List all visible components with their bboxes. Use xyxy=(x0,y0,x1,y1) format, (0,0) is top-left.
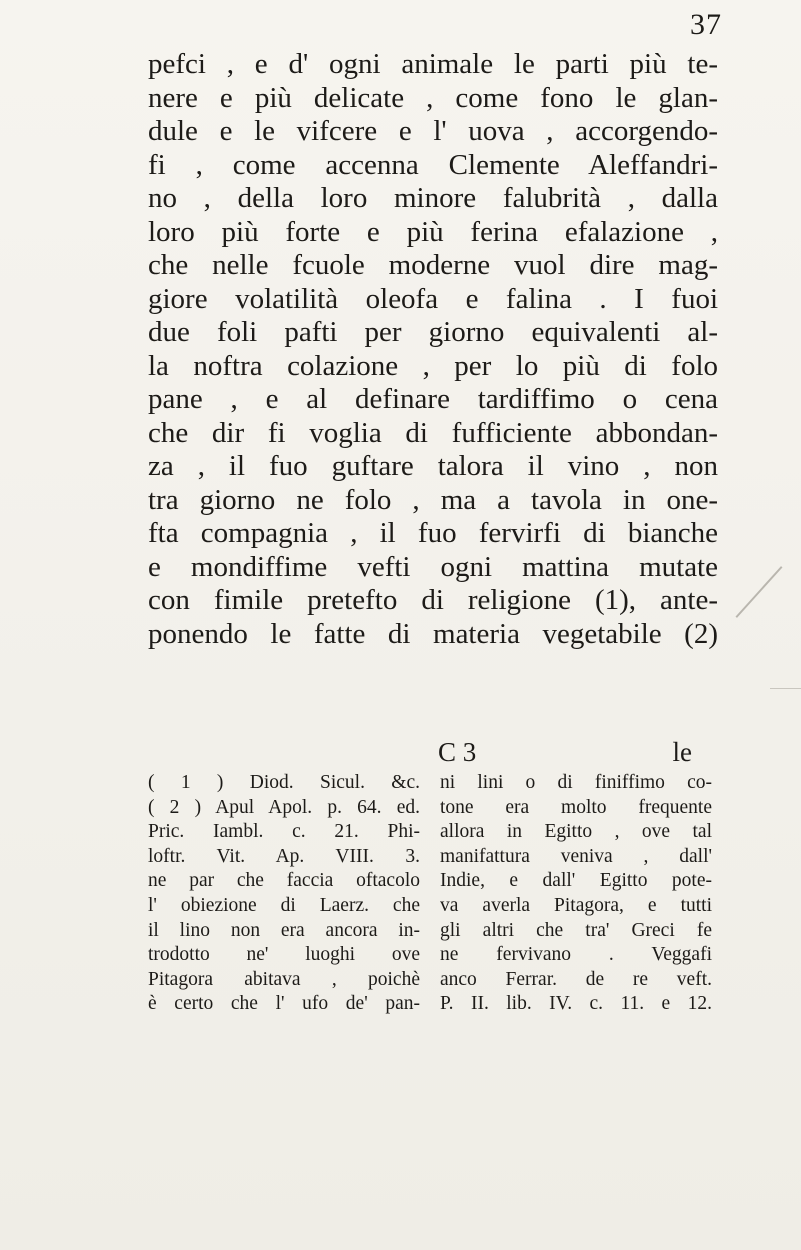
footnote-line: loftr. Vit. Ap. VIII. 3. xyxy=(148,845,420,867)
footnote-line: Indie, e dall' Egitto pote- xyxy=(440,870,712,892)
text-line: dule e le vifcere e l' uova , accorgendo- xyxy=(148,115,718,147)
footnote-line: Pric. Iambl. c. 21. Phi- xyxy=(148,821,420,843)
footnote-line: Pitagora abitava , poichè xyxy=(148,968,420,990)
footnote-line: ( 1 ) Diod. Sicul. &c. xyxy=(148,772,420,793)
footnotes-right-column xyxy=(440,771,712,1017)
text-line: con fimile pretefto di religione (1), ante- xyxy=(148,584,718,616)
footnote-line: l' obiezione di Laerz. che xyxy=(148,894,420,916)
main-text xyxy=(148,48,718,651)
margin-rule xyxy=(770,688,801,689)
footnote-line: allora in Egitto , ove tal xyxy=(440,821,712,843)
footnote-line: va averla Pitagora, e tutti xyxy=(440,894,712,916)
margin-pencil-stroke xyxy=(736,566,783,618)
footnote-line: ne fervivano . Veggafi xyxy=(440,944,712,966)
footnote-line: ( 2 ) Apul Apol. p. 64. ed. xyxy=(148,796,420,818)
text-line: e mondiffime vefti ogni mattina mutate xyxy=(148,550,718,583)
footnote-line: tone era molto frequente xyxy=(440,796,712,818)
catchword: le xyxy=(672,737,692,767)
footnote-line: P. II. lib. IV. c. 11. e 12. xyxy=(440,993,712,1015)
text-line: za , il fuo guftare talora il vino , non xyxy=(148,450,718,482)
text-line: due foli pafti per giorno equivalenti al- xyxy=(148,316,718,348)
text-line: tra giorno ne folo , ma a tavola in one- xyxy=(148,483,718,516)
footnote-line: manifattura veniva , dall' xyxy=(440,845,712,867)
text-line: no , della loro minore falubrità , dalla xyxy=(148,182,718,214)
text-line: che dir fi voglia di fufficiente abbondan- xyxy=(148,416,718,449)
signature-mark: C 3 xyxy=(438,737,477,767)
footnote-line: ne par che faccia oftacolo xyxy=(148,870,420,892)
footnote-line: trodotto ne' luoghi ove xyxy=(148,944,420,966)
text-line: ponendo le fatte di materia vegetabile (2) xyxy=(148,617,718,650)
text-line: nere e più delicate , come fono le glan- xyxy=(148,81,718,114)
footnote-line: è certo che l' ufo de' pan- xyxy=(148,993,420,1015)
text-line: che nelle fcuole moderne vuol dire mag- xyxy=(148,249,718,281)
footnotes-left-column xyxy=(148,771,420,1017)
text-line: pane , e al definare tardiffimo o cena xyxy=(148,383,718,415)
text-line: pefci , e d' ogni animale le parti più te- xyxy=(148,48,718,80)
footnote-line: il lino non era ancora in- xyxy=(148,919,420,941)
text-line: loro più forte e più ferina efalazione , xyxy=(148,215,718,248)
footnote-line: gli altri che tra' Greci fe xyxy=(440,919,712,941)
footnote-line: anco Ferrar. de re veft. xyxy=(440,968,712,990)
page-number: 37 xyxy=(690,8,722,41)
signature-row xyxy=(148,737,718,769)
text-line: giore volatilità oleofa e falina . I fuoi xyxy=(148,282,718,315)
text-line: fi , come accenna Clemente Aleffandri- xyxy=(148,148,718,181)
text-line: la noftra colazione , per lo più di folo xyxy=(148,349,718,382)
footnote-line: ni lini o di finiffimo co- xyxy=(440,772,712,793)
text-line: fta compagnia , il fuo fervirfi di bianche xyxy=(148,517,718,549)
